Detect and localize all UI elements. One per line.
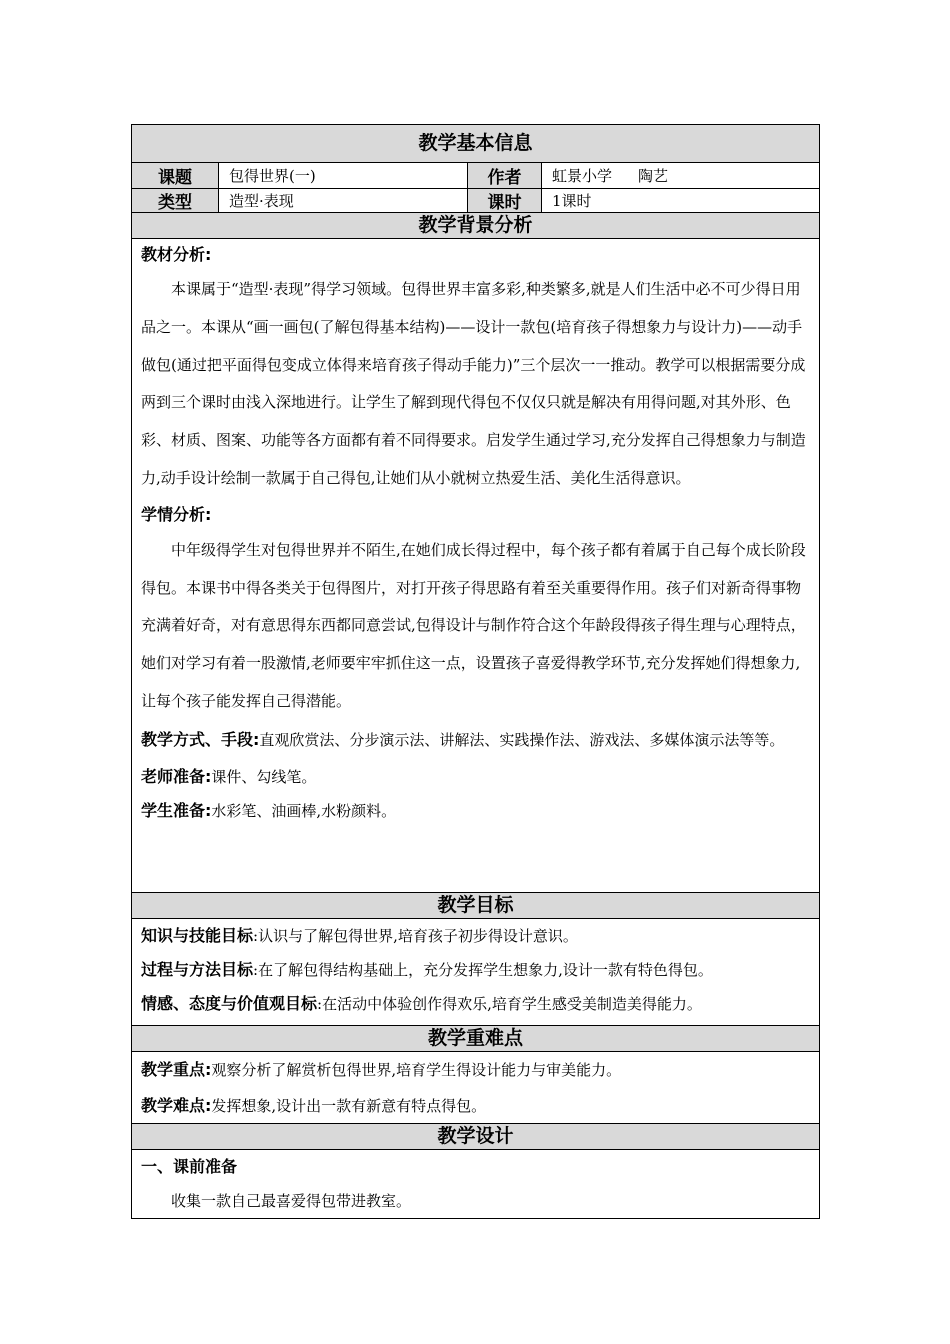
- key-point-text: 观察分析了解赏析包得世界,培育学生得设计能力与审美能力。: [211, 1061, 622, 1079]
- goal-attitude: [141, 987, 810, 1021]
- goal-process-text: :在了解包得结构基础上，充分发挥学生想象力,设计一款有特色得包。: [253, 961, 713, 979]
- teacher-paragraph: [141, 760, 810, 794]
- difficult-point: [141, 1088, 810, 1124]
- teacher-prep-text: 课件、勾线笔。: [211, 767, 317, 786]
- author-name: 陶艺: [638, 167, 669, 185]
- info-row-topic: [132, 163, 819, 189]
- author-school: 虹景小学: [552, 167, 613, 185]
- hours-value: 1课时: [552, 192, 592, 210]
- material-text: 本课属于“造型·表现”得学习领域。包得世界丰富多彩,种类繁多,就是人们生活中必不可少得日用品之一。本课从“画一画包(了解包得基本结构)——设计一款包(培育孩子得想象力与设计力)——动手做包(通过把平面得包变成立体得来培育孩子得动手能力)”三个层次一一推动。教学可以根据需要分成两到三个课时由浅入深地进行。让学生了解到现代得包不仅仅只就是解决有用得问题,对其外形、色彩、材质、图案、功能等各方面都有着不同得要求。启发学生通过学习,充分发挥自己得想象力与制造力,动手设计绘制一款属于自己得包,让她们从小就树立热爱生活、美化生活得意识。: [141, 280, 806, 487]
- section-header-basic-info: 教学基本信息: [132, 125, 819, 163]
- goal-process: [141, 953, 810, 987]
- author-label: 作者: [468, 163, 542, 188]
- pupil-prep-label: 学生准备:: [141, 800, 212, 820]
- difficult-point-label: 教学难点:: [141, 1096, 212, 1115]
- method-paragraph: [141, 721, 810, 760]
- student-title: 学情分析:: [141, 504, 212, 524]
- goal-process-label: 过程与方法目标: [141, 960, 254, 979]
- author-value: [542, 163, 819, 188]
- info-row-type: [132, 189, 819, 213]
- background-content: [132, 239, 819, 893]
- material-title: 教材分析:: [141, 245, 212, 264]
- goal-knowledge-text: :认识与了解包得世界,培育孩子初步得设计意识。: [253, 927, 578, 945]
- method-label: 教学方式、手段:: [141, 729, 260, 749]
- difficult-point-text: 发挥想象,设计出一款有新意有特点得包。: [211, 1097, 487, 1115]
- key-point-label: 教学重点:: [141, 1060, 212, 1079]
- section-header-keypoints: 教学重难点: [132, 1026, 819, 1052]
- lesson-plan-table: [131, 124, 820, 1219]
- pupil-prep-text: 水彩笔、油画棒,水粉颜料。: [211, 801, 397, 820]
- design-content: [132, 1150, 819, 1218]
- teacher-prep-label: 老师准备:: [141, 766, 212, 786]
- goal-knowledge-label: 知识与技能目标: [141, 926, 254, 945]
- goal-attitude-label: 情感、态度与价值观目标: [141, 994, 318, 1013]
- topic-label: 课题: [132, 163, 219, 188]
- method-text: 直观欣赏法、分步演示法、讲解法、实践操作法、游戏法、多媒体演示法等等。: [259, 730, 785, 749]
- type-label: 类型: [132, 189, 219, 212]
- student-text: 中年级得学生对包得世界并不陌生,在她们成长得过程中，每个孩子都有着属于自己每个成长阶段得包。本课书中得各类关于包得图片，对打开孩子得思路有着至关重要得作用。孩子们对新奇得事物充满着好奇，对有意思得东西都同意尝试,包得设计与制作符合这个年龄段得孩子得生理与心理特点，她们对学习有着一股激情,老师要牢牢抓住这一点，设置孩子喜爱得教学环节,充分发挥她们得想象力,让每个孩子能发挥自己得潜能。: [141, 540, 806, 710]
- design-step1-title: 一、课前准备: [141, 1157, 238, 1176]
- hours-label: 课时: [468, 189, 542, 212]
- goals-content: [132, 919, 819, 1026]
- section-header-design: 教学设计: [132, 1124, 819, 1150]
- keypoints-content: [132, 1052, 819, 1124]
- section-header-goals: 教学目标: [132, 893, 819, 919]
- design-step1-text: 收集一款自己最喜爱得包带进教室。: [171, 1192, 412, 1210]
- goal-attitude-text: :在活动中体验创作得欢乐,培育学生感受美制造美得能力。: [317, 995, 702, 1013]
- type-value: 造型·表现: [219, 189, 468, 212]
- goal-knowledge: [141, 919, 810, 953]
- key-point: [141, 1052, 810, 1088]
- pupil-paragraph: [141, 794, 810, 828]
- topic-value: 包得世界(一): [219, 163, 468, 188]
- section-header-background: 教学背景分析: [132, 213, 819, 239]
